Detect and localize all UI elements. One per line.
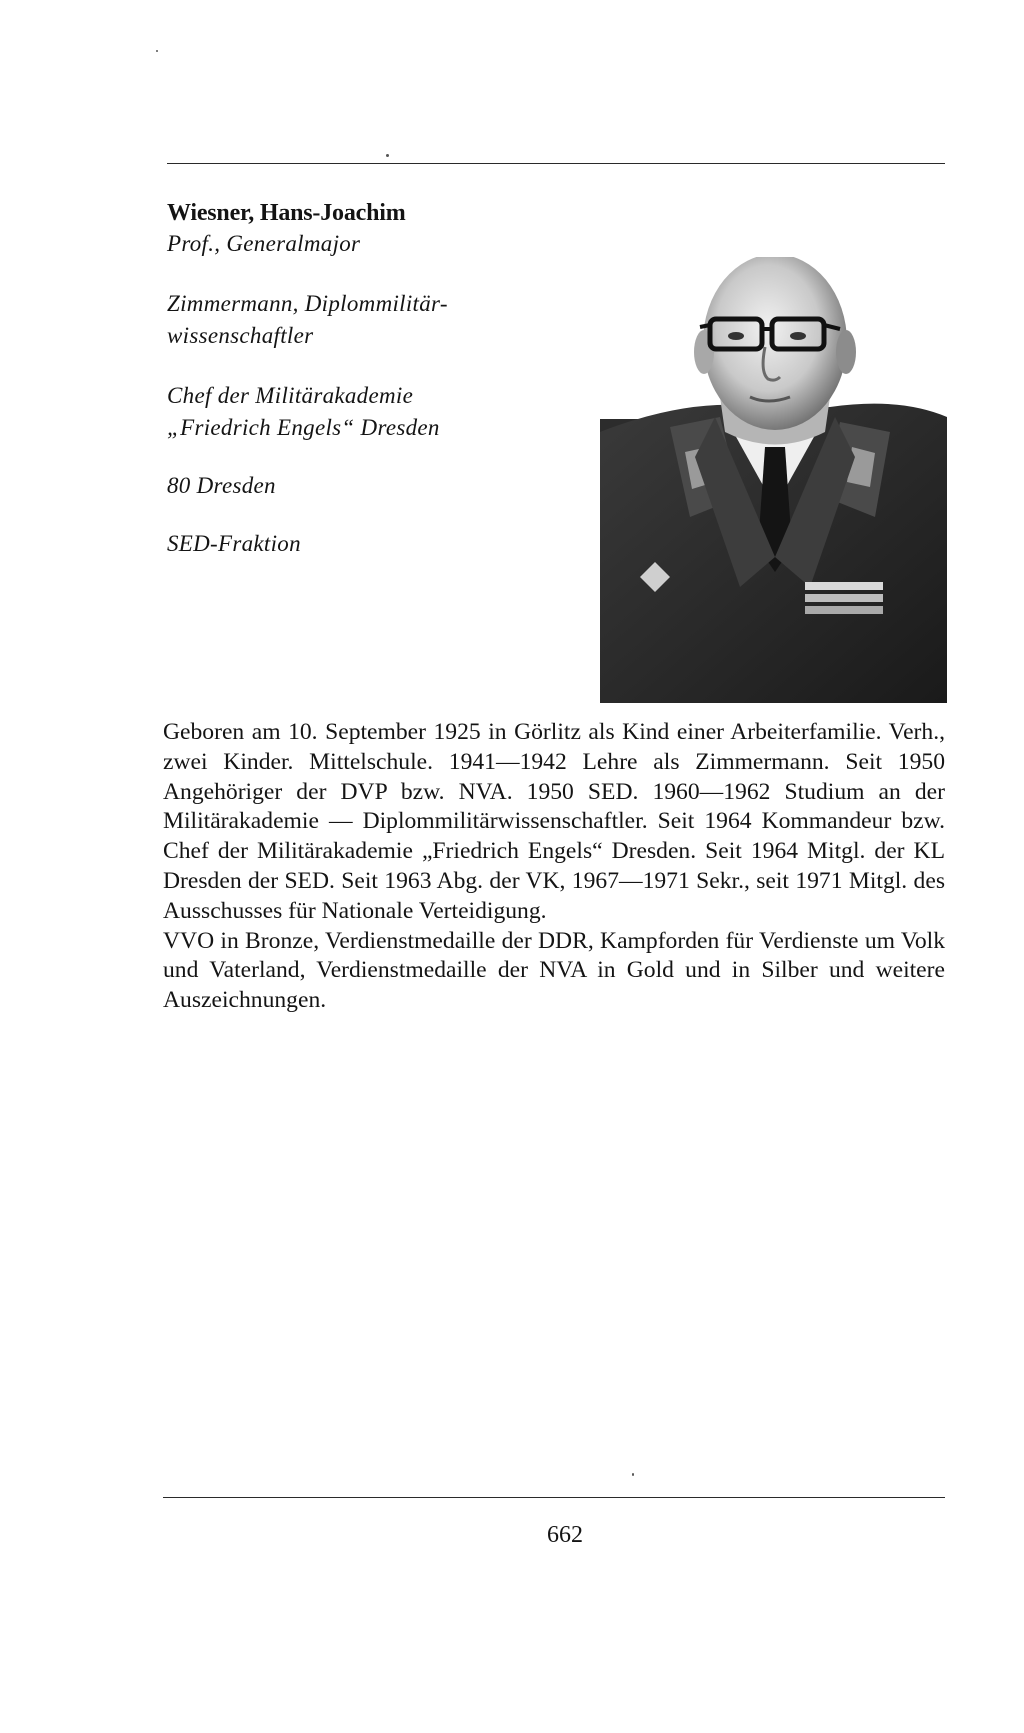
top-divider [167, 163, 945, 164]
portrait-photo [600, 257, 947, 703]
position-block [167, 380, 587, 444]
page-number: 662 [547, 1522, 583, 1548]
constituency-city: 80 Dresden [167, 473, 276, 498]
occupation-block [167, 288, 587, 352]
occupation-line: wissenschaftler [167, 323, 314, 348]
bottom-divider [163, 1497, 945, 1498]
person-rank: Prof., Generalmajor [167, 231, 361, 256]
print-speck [632, 1473, 634, 1476]
position-line: Chef der Militärakademie [167, 383, 414, 408]
biography-paragraph: VVO in Bronze, Verdienstmedaille der DDR, Kampforden für Verdienste um Volk und Vaterland, Verdienstmedaille der NVA in Gold und in Silber und weitere Auszeichnungen. [163, 927, 945, 1014]
occupation-line: Zimmermann, Diplommilitär- [167, 291, 448, 316]
parliamentary-faction: SED-Fraktion [167, 531, 301, 556]
person-name: Wiesner, Hans-Joachim [167, 200, 406, 226]
print-speck [156, 50, 158, 52]
biography-text [163, 718, 945, 1016]
position-line: „Friedrich Engels“ Dresden [167, 415, 440, 440]
biography-paragraph: Geboren am 10. September 1925 in Görlitz als Kind einer Arbeiterfamilie. Verh., zwei Kinder. Mittelschule. 1941—1942 Lehre als Zimmermann. Seit 1950 Angehöriger der DVP bzw. NVA. 1950 SED. 1960—1962 Studium an der Militärakademie — Diplommilitärwissenschaftler. Seit 1964 Kommandeur bzw. Chef der Militärakademie „Friedrich Engels“ Dresden. Seit 1964 Mitgl. der KL Dresden der SED. Seit 1963 Abg. der VK, 1967—1971 Sekr., seit 1971 Mitgl. des Ausschusses für Nationale Verteidigung. [163, 719, 945, 924]
print-speck [386, 154, 389, 157]
entry-header [167, 198, 587, 560]
